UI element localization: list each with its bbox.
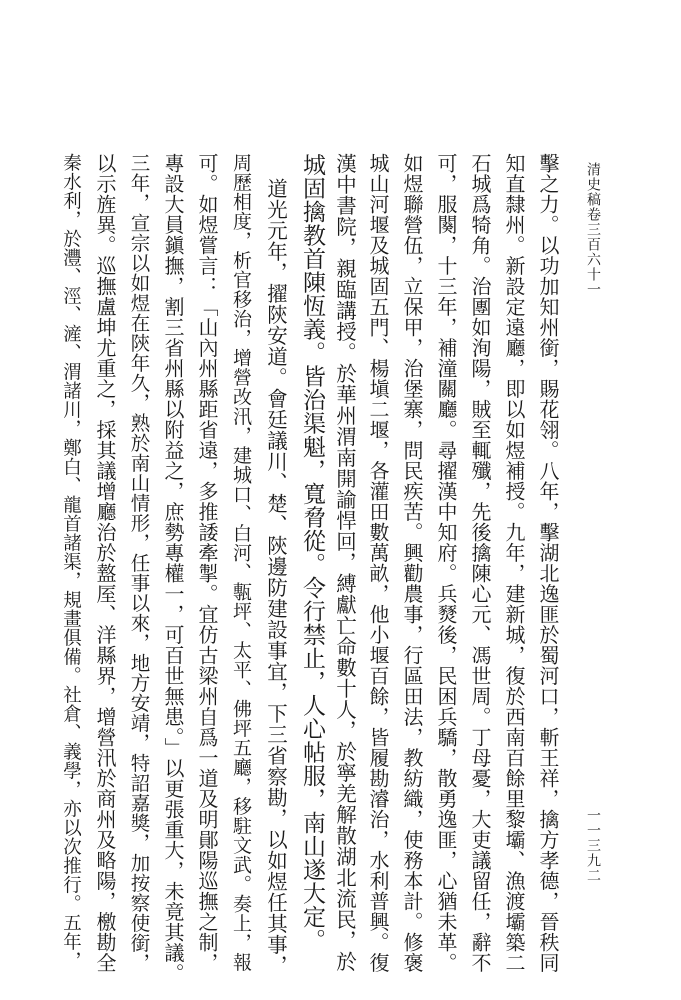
text-column-12: 專設大員鎭撫，割三省州縣以附益之，庶勢專權一，可百世無患。」以更張重大，未竟其議。 [161,153,185,984]
text-column-10: 周歷相度，析官移治，增營改汛，建城口、白河、甎坪、太平、佛坪五廳，移駐文武。奏上，報 [230,153,252,972]
text-column-6: 城山河堰及城固五門、楊塡二堰，各灌田數萬畝，他小堰百餘，皆履勘濬治，水利普興。復 [366,153,390,973]
text-column-11: 可。如煜嘗言：「山內州縣距省遠，多推諉牽掣。宜仿古梁州自爲一道及明鄖陽巡撫之制， [195,153,219,973]
text-column-5: 如煜聯營伍，立保甲，治堡寨，問民疾苦。興勸農事，行區田法，教紡織，使務本計。修褒 [400,153,424,973]
text-column-7: 漢中書院，親臨講授。於華州渭南開諭悍回，縛獻亡命數十人，於寧羌解散湖北流民，於 [332,153,357,972]
text-column-4: 可，服闋，十三年，補潼關廳。尋擢漢中知府。兵燹後，民困兵驕，散勇逸匪，心猶未革。 [434,153,458,973]
text-column-2: 知直隸州。新設定遠廳，即以如煜補授。九年，建新城，復於西南百餘里黎壩、漁渡壩築二 [502,153,526,973]
text-column-8: 城固擒教首陳恆義。皆治渠魁，寬脅從。令行禁止，人心帖服，南山遂大定。 [299,153,325,952]
text-column-3: 石城爲犄角。治團如洵陽，賊至輒殲，先後擒陳心元、馮世周。丁母憂，大吏議留任，辭不 [468,153,492,973]
text-column-13: 三年，宣宗以如煜在陝年久，熟於南山情形，任事以來，地方安靖，特詔嘉獎，加按察使銜， [127,153,151,973]
running-title: 清史稿卷三百六十一 [585,162,601,297]
text-column-9: 道光元年，擢陝安道。會廷議川、楚、陝邊防建設事宜，下三省察勘，以如煜任其事， [263,178,288,976]
text-column-1: 擊之力。以功加知州銜，賜花翎。八年，擊湖北逸匪於蜀河口，斬王祥，擒方孝德，晉秩同 [536,153,560,973]
page-number: 一一三九二 [585,808,601,883]
text-column-15: 秦水利，於灃、涇、滻、渭諸川，鄭白、龍首諸渠，規畫俱備。社倉、義學，亦以次推行。五年， [60,153,82,970]
text-column-14: 以示旌異。巡撫盧坤尤重之，採其議增廳治於盩厔、洋縣界，增營汛於商州及略陽，檄勘全 [93,153,117,973]
